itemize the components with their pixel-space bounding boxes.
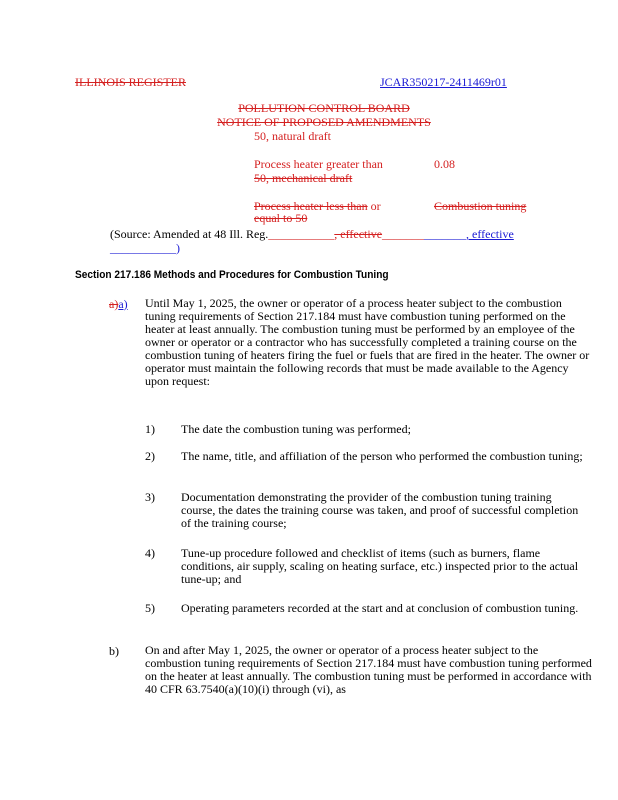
para-a-label: [109, 297, 128, 311]
label-struck: a): [109, 297, 119, 311]
label-new: a): [118, 297, 128, 311]
para-b-label: b): [109, 644, 119, 658]
source-blank: _______: [382, 227, 425, 241]
source-blank: ___________: [268, 227, 335, 241]
source-effective-new: , effective: [466, 227, 514, 241]
item-text: Operating parameters recorded at the start and at conclusion of combustion tuning.: [181, 601, 579, 615]
table-row-continuation: 50, natural draft: [254, 129, 331, 143]
item-text: Tune-up procedure followed and checklist of items (such as burners, flame conditions, air supply, scaling on heating surface, etc.) inspected prior to the actual tune-up; and: [181, 546, 579, 586]
register-header: ILLINOIS REGISTER: [75, 75, 186, 89]
agency-title: POLLUTION CONTROL BOARD: [238, 101, 410, 115]
item-number: 3): [145, 490, 155, 504]
table-row-value: Combustion tuning: [434, 199, 527, 213]
source-note: [110, 227, 514, 241]
notice-title: NOTICE OF PROPOSED AMENDMENTS: [217, 115, 431, 129]
item-number: 4): [145, 546, 155, 560]
source-prefix: (Source: Amended at 48 Ill. Reg.: [110, 227, 269, 241]
struck-label: Process heater less than: [254, 199, 368, 213]
item-text: The name, title, and affiliation of the person who performed the combustion tuning;: [181, 449, 583, 463]
section-heading: Section 217.186 Methods and Procedures for Combustion Tuning: [75, 269, 389, 281]
label-or: or: [370, 199, 381, 213]
item-text: The date the combustion tuning was performed;: [181, 422, 411, 436]
source-note-cont: [110, 241, 180, 255]
table-row-continuation: equal to 50: [254, 211, 308, 225]
table-row-value: 0.08: [434, 157, 455, 171]
jcar-number: JCAR350217-2411469r01: [380, 75, 507, 89]
source-blank: ___________: [110, 241, 176, 255]
source-suffix: ): [176, 241, 180, 255]
item-number: 5): [145, 601, 155, 615]
item-number: 1): [145, 422, 155, 436]
item-number: 2): [145, 449, 155, 463]
table-row-continuation: 50, mechanical draft: [254, 171, 353, 185]
para-a-text: Until May 1, 2025, the owner or operator of a process heater subject to the combustion tuning requirements of Section 217.184 must have combustion tuning performed on the heater at least annually. The combustion tuning must be performed by an employee of the owner or operator or a contractor who has successfully completed a training course on the combustion tuning of heaters firing the fuel or fuels that are fired in the heater. The owner or operator must maintain the following records that must be made available to the Agency upon request:: [145, 296, 590, 388]
item-text: Documentation demonstrating the provider of the combustion tuning training course, the dates the training course was taken, and proof of successful completion of the training course;: [181, 490, 579, 530]
source-effective-struck: , effective: [334, 227, 383, 241]
para-b-text: On and after May 1, 2025, the owner or operator of a process heater subject to the combustion tuning requirements of Section 217.184 must have combustion tuning performed on the heater at least annually. The combustion tuning must be performed in accordance with 40 CFR 63.7540(a)(10)(i) through (vi), as: [145, 643, 592, 696]
source-blank: _______: [424, 227, 467, 241]
table-row-label: Process heater greater than: [254, 157, 383, 171]
